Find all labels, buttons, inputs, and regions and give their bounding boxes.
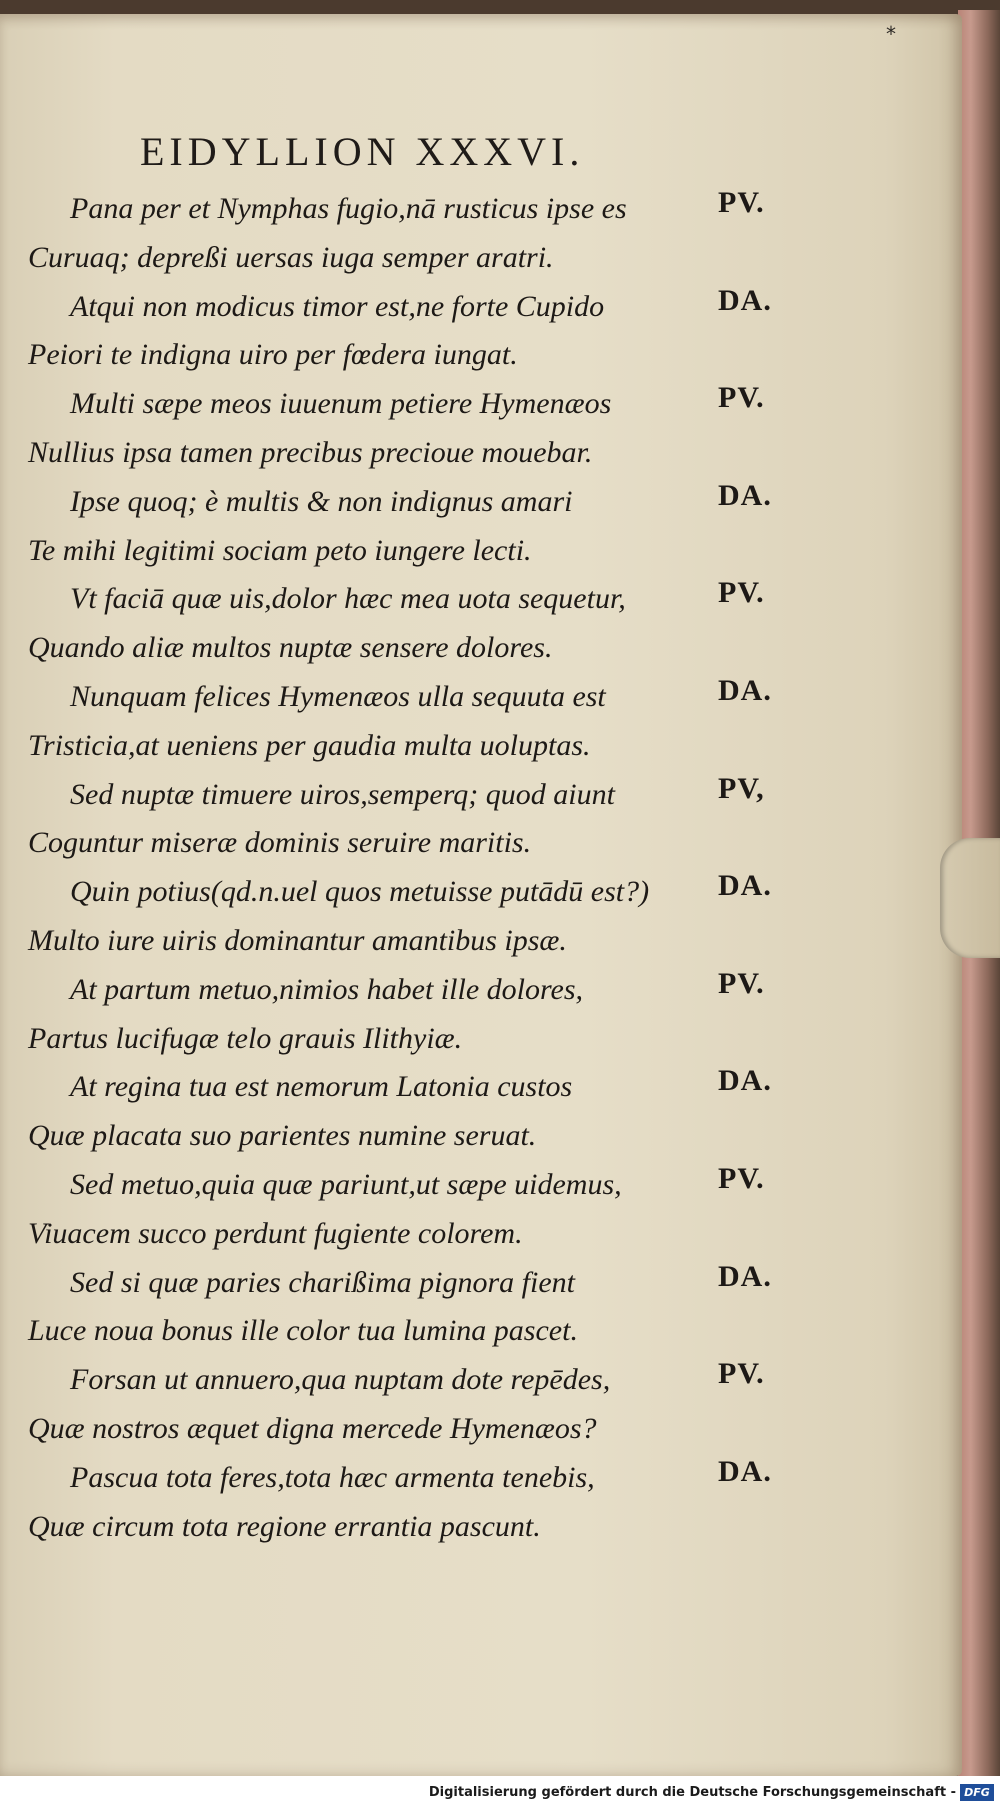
verse-line: Tristicia,at ueniens per gaudia multa uoluptas. xyxy=(28,729,591,762)
verse-line: Sed si quæ paries charißima pignora fient xyxy=(70,1266,575,1299)
verse-line: Viuacem succo perdunt fugiente colorem. xyxy=(28,1217,523,1250)
speaker-label: PV. xyxy=(718,576,765,609)
verse-line: Partus lucifugæ telo grauis Ilithyiæ. xyxy=(28,1022,463,1055)
verse-line: Vt faciā quæ uis,dolor hæc mea uota sequetur, xyxy=(70,582,626,615)
verse-line: Quæ placata suo parientes numine seruat. xyxy=(28,1119,537,1152)
verse-line: Ipse quoq; è multis & non indignus amari xyxy=(70,485,573,518)
verse-line: Pascua tota feres,tota hæc armenta tenebis, xyxy=(70,1461,595,1494)
verse-line: At regina tua est nemorum Latonia custos xyxy=(70,1070,573,1103)
running-title: EIDYLLION XXXVI. xyxy=(140,129,585,174)
verse-line: Luce noua bonus ille color tua lumina pascet. xyxy=(28,1314,578,1347)
verse-line: Quæ circum tota regione errantia pascunt. xyxy=(28,1510,541,1543)
verse-line: Sed metuo,quia quæ pariunt,ut sæpe uidemus, xyxy=(70,1168,622,1201)
verse-line: At partum metuo,nimios habet ille dolores, xyxy=(70,973,584,1006)
speaker-label: PV. xyxy=(718,186,765,219)
speaker-label: PV. xyxy=(718,1357,765,1390)
speaker-label: DA. xyxy=(718,479,772,512)
speaker-label: DA. xyxy=(718,1260,772,1293)
speaker-label: DA. xyxy=(718,674,772,707)
verse-line: Quin potius(qd.n.uel quos metuisse putādū est?) xyxy=(70,875,650,908)
speaker-label: PV. xyxy=(718,967,765,1000)
verse-line: Nunquam felices Hymenæos ulla sequuta est xyxy=(70,680,606,713)
verse-line: Quæ nostros æquet digna mercede Hymenæos? xyxy=(28,1412,597,1445)
speaker-label: DA. xyxy=(718,284,772,317)
star-mark-icon: * xyxy=(886,22,896,46)
verse-line: Te mihi legitimi sociam peto iungere lecti. xyxy=(28,534,532,567)
speaker-label: DA. xyxy=(718,869,772,902)
verse-line: Peiori te indigna uiro per fœdera iungat. xyxy=(28,338,518,371)
funding-credit: Digitalisierung gefördert durch die Deutsche Forschungsgemeinschaft - xyxy=(428,1785,956,1800)
speaker-label: DA. xyxy=(718,1455,772,1488)
speaker-label: PV. xyxy=(718,1162,765,1195)
verse-line: Forsan ut annuero,qua nuptam dote repēdes, xyxy=(70,1363,611,1396)
verse-line: Nullius ipsa tamen precibus precioue mouebar. xyxy=(28,436,593,469)
verse-line: Coguntur miseræ dominis seruire maritis. xyxy=(28,826,532,859)
verse-line: Curuaq; depreßi uersas iuga semper aratri. xyxy=(28,241,554,274)
verse-line: Multi sæpe meos iuuenum petiere Hymenæos xyxy=(70,387,612,420)
verse-line: Sed nuptæ timuere uiros,semperq; quod aiunt xyxy=(70,778,615,811)
verse-line: Pana per et Nymphas fugio,nā rusticus ipse es xyxy=(70,192,627,225)
speaker-label: DA. xyxy=(718,1064,772,1097)
speaker-label: PV, xyxy=(718,772,765,805)
verse-line: Atqui non modicus timor est,ne forte Cupido xyxy=(70,290,605,323)
dfg-logo-icon: DFG xyxy=(960,1784,994,1801)
verse-line: Multo iure uiris dominantur amantibus ipsæ. xyxy=(28,924,567,957)
digitization-footer xyxy=(0,1776,1000,1812)
verse-line: Quando aliæ multos nuptæ sensere dolores. xyxy=(28,631,553,664)
speaker-label: PV. xyxy=(718,381,765,414)
page-clip xyxy=(940,838,1000,958)
